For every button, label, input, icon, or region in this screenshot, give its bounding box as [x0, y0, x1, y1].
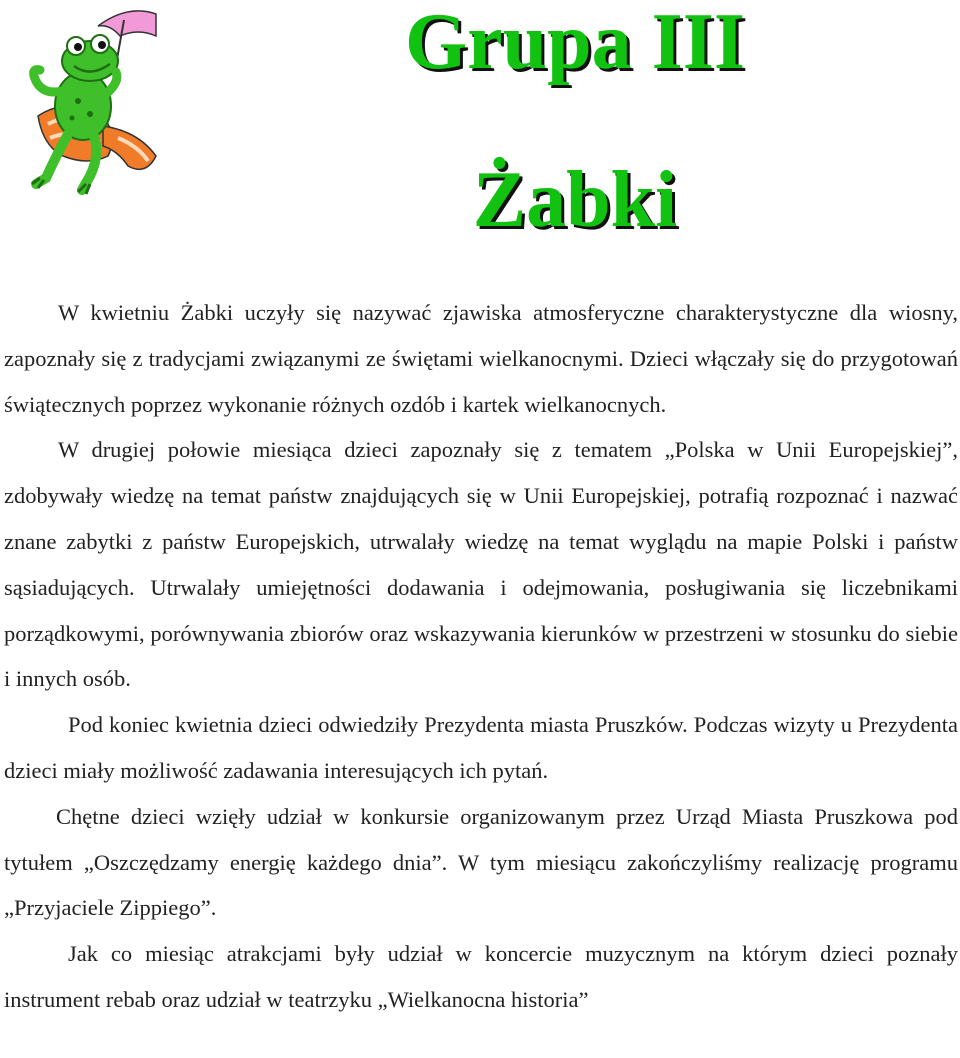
- page-subtitle: Żabki: [472, 156, 678, 244]
- paragraph: Chętne dzieci wzięły udział w konkursie organizowanym przez Urząd Miasta Pruszkowa pod tytułem „Oszczędzamy energię każdego dnia”. W tym miesiącu zakończyliśmy realizację programu „Przyjaciele Zippiego”.: [4, 803, 958, 921]
- paragraph: Pod koniec kwietnia dzieci odwiedziły Prezydenta miasta Pruszków. Podczas wizyty u Prezydenta dzieci miały możliwość zadawania interesujących ich pytań.: [4, 712, 958, 783]
- paragraph: W kwietniu Żabki uczyły się nazywać zjawiska atmosferyczne charakterystyczne dla wiosny, zapoznały się z tradycjami związanymi ze świętami wielkanocnymi. Dzieci włączały się do przygotowań świątecznych poprzez wykonanie różnych ozdób i kartek wielkanocnych.: [4, 300, 958, 417]
- paragraph: Jak co miesiąc atrakcjami były udział w koncercie muzycznym na którym dzieci poznały instrument rebab oraz udział w teatrzyku „Wielkanocna historia”: [4, 941, 958, 1012]
- paragraph: W drugiej połowie miesiąca dzieci zapoznały się z tematem „Polska w Unii Europejskiej”, zdobywały wiedzę na temat państw znajdujących się w Unii Europejskiej, potrafią rozpoznać i nazwać znane zabytki z państw Europejskich, utrwalały wiedzę na temat wyglądu na mapie Polski i państw sąsiadujących. Utrwalały umiejętności dodawania i odejmowania, posługiwania się liczebnikami porządkowymi, porównywania zbiorów oraz wskazywania kierunków w przestrzeni w stosunku do siebie i innych osób.: [4, 437, 958, 692]
- page-title: Grupa III: [404, 0, 746, 86]
- article-body: [4, 290, 958, 1023]
